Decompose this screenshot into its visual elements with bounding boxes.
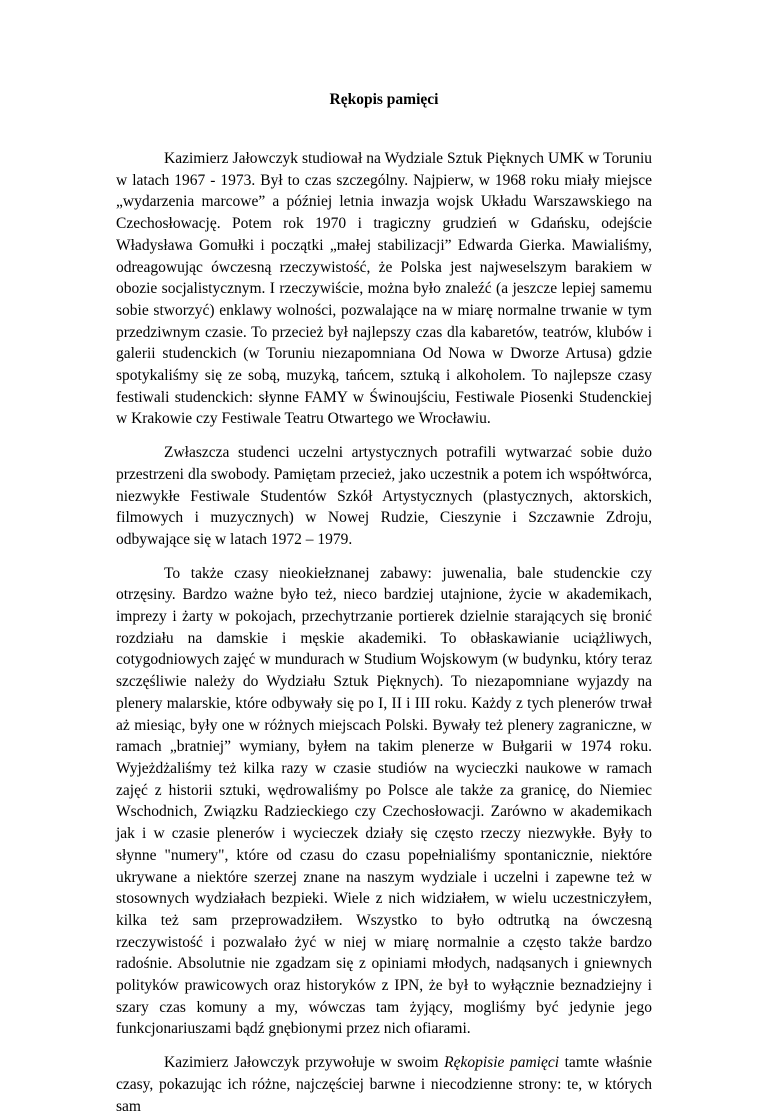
paragraph-3: To także czasy nieokiełznanej zabawy: juwenalia, bale studenckie czy otrzęsiny. Bardzo ważne było też, nieco bardziej utajnione, życie w akademikach, imprezy i żarty w pokojach, przechytrzanie portierek dzielnie starających się bronić rozdziału na damskie i męskie akademiki. To obłaskawianie uciążliwych, cotygodniowych zajęć w mundurach w Studium Wojskowym (w budynku, który teraz szczęśliwie należy do Wydziału Sztuk Pięknych). To niezapomniane wyjazdy na plenery malarskie, które odbywały się po I, II i III roku. Każdy z tych plenerów trwał aż miesiąc, były one w różnych miejscach Polski. Bywały też plenery zagraniczne, w ramach „bratniej” wymiany, byłem na takim plenerze w Bułgarii w 1974 roku. Wyjeżdżaliśmy też kilka razy w czasie studiów na wycieczki naukowe w ramach zajęć z historii sztuki, wędrowaliśmy po Polsce ale także za granicę, do Niemiec Wschodnich, Związku Radzieckiego czy Czechosłowacji. Zarówno w akademikach jak i w czasie plenerów i wycieczek działy się często rzeczy niezwykłe. Były to słynne "numery", które od czasu do czasu popełnialiśmy spontanicznie, niektóre ukrywane a niektóre szerzej znane na naszym wydziale i uczelni i zapewne też w stosownych wydziałach bezpieki. Wiele z nich widziałem, w wielu uczestniczyłem, kilka też sam przeprowadziłem. Wszystko to było odtrutką na ówczesną rzeczywistość i pozwalało żyć w niej w miarę normalnie a często także bardzo radośnie. Absolutnie nie zgadzam się z opiniami młodych, nadąsanych i gniewnych polityków prawicowych oraz historyków z IPN, że był to wyłącznie beznadziejny i szary czas komuny a my, wówczas tam żyjący, mogliśmy być jedynie jego funkcjonariuszami bądź gnębionymi przez nich ofiarami.	[116, 564, 652, 1038]
paragraph-4	[116, 1052, 652, 1117]
document-title: Rękopis pamięci	[329, 91, 439, 108]
paragraph-4-end: tamte właśnie czasy, pokazując ich różne, najczęściej barwne i niecodzienne strony: te, w których sam	[116, 1054, 652, 1115]
paragraph-2: Zwłaszcza studenci uczelni artystycznych potrafili wytwarzać sobie dużo przestrzeni dla swobody. Pamiętam przecież, jako uczestnik a potem ich współtwórca, niezwykłe Festiwale Studentów Szkół Artystycznych (plastycznych, aktorskich, filmowych i muzycznych) w Nowej Rudzie, Cieszynie i Szczawnie Zdroju, odbywające się w latach 1972 – 1979.	[116, 444, 652, 548]
document-body	[116, 148, 652, 1117]
paragraph-1: Kazimierz Jałowczyk studiował na Wydziale Sztuk Pięknych UMK w Toruniu w latach 1967 - 1973. Był to czas szczególny. Najpierw, w 1968 roku miały miejsce „wydarzenia marcowe” a później letnia inwazja wojsk Układu Warszawskiego na Czechosłowację. Potem rok 1970 i tragiczny grudzień w Gdańsku, odejście Władysława Gomułki i początki „małej stabilizacji” Edwarda Gierka. Mawialiśmy, odreagowując ówczesną rzeczywistość, że Polska jest najweselszym barakiem w obozie socjalistycznym. I rzeczywiście, można było znaleźć (a jeszcze lepiej samemu sobie stworzyć) enklawy wolności, pozwalające na w miarę normalne trwanie w tym przedziwnym czasie. To przecież był najlepszy czas dla kabaretów, teatrów, klubów i galerii studenckich (w Toruniu niezapomniana Od Nowa w Dworze Artusa) gdzie spotykaliśmy się ze sobą, muzyką, tańcem, sztuką i alkoholem. To najlepsze czasy festiwali studenckich: słynne FAMY w Świnoujściu, Festiwale Piosenki Studenckiej w Krakowie czy Festiwale Teatru Otwartego we Wrocławiu.	[116, 150, 652, 428]
paragraph-4-start: Kazimierz Jałowczyk przywołuje w swoim	[164, 1054, 445, 1072]
book-title-emphasis: Rękopisie pamięci	[444, 1054, 560, 1072]
